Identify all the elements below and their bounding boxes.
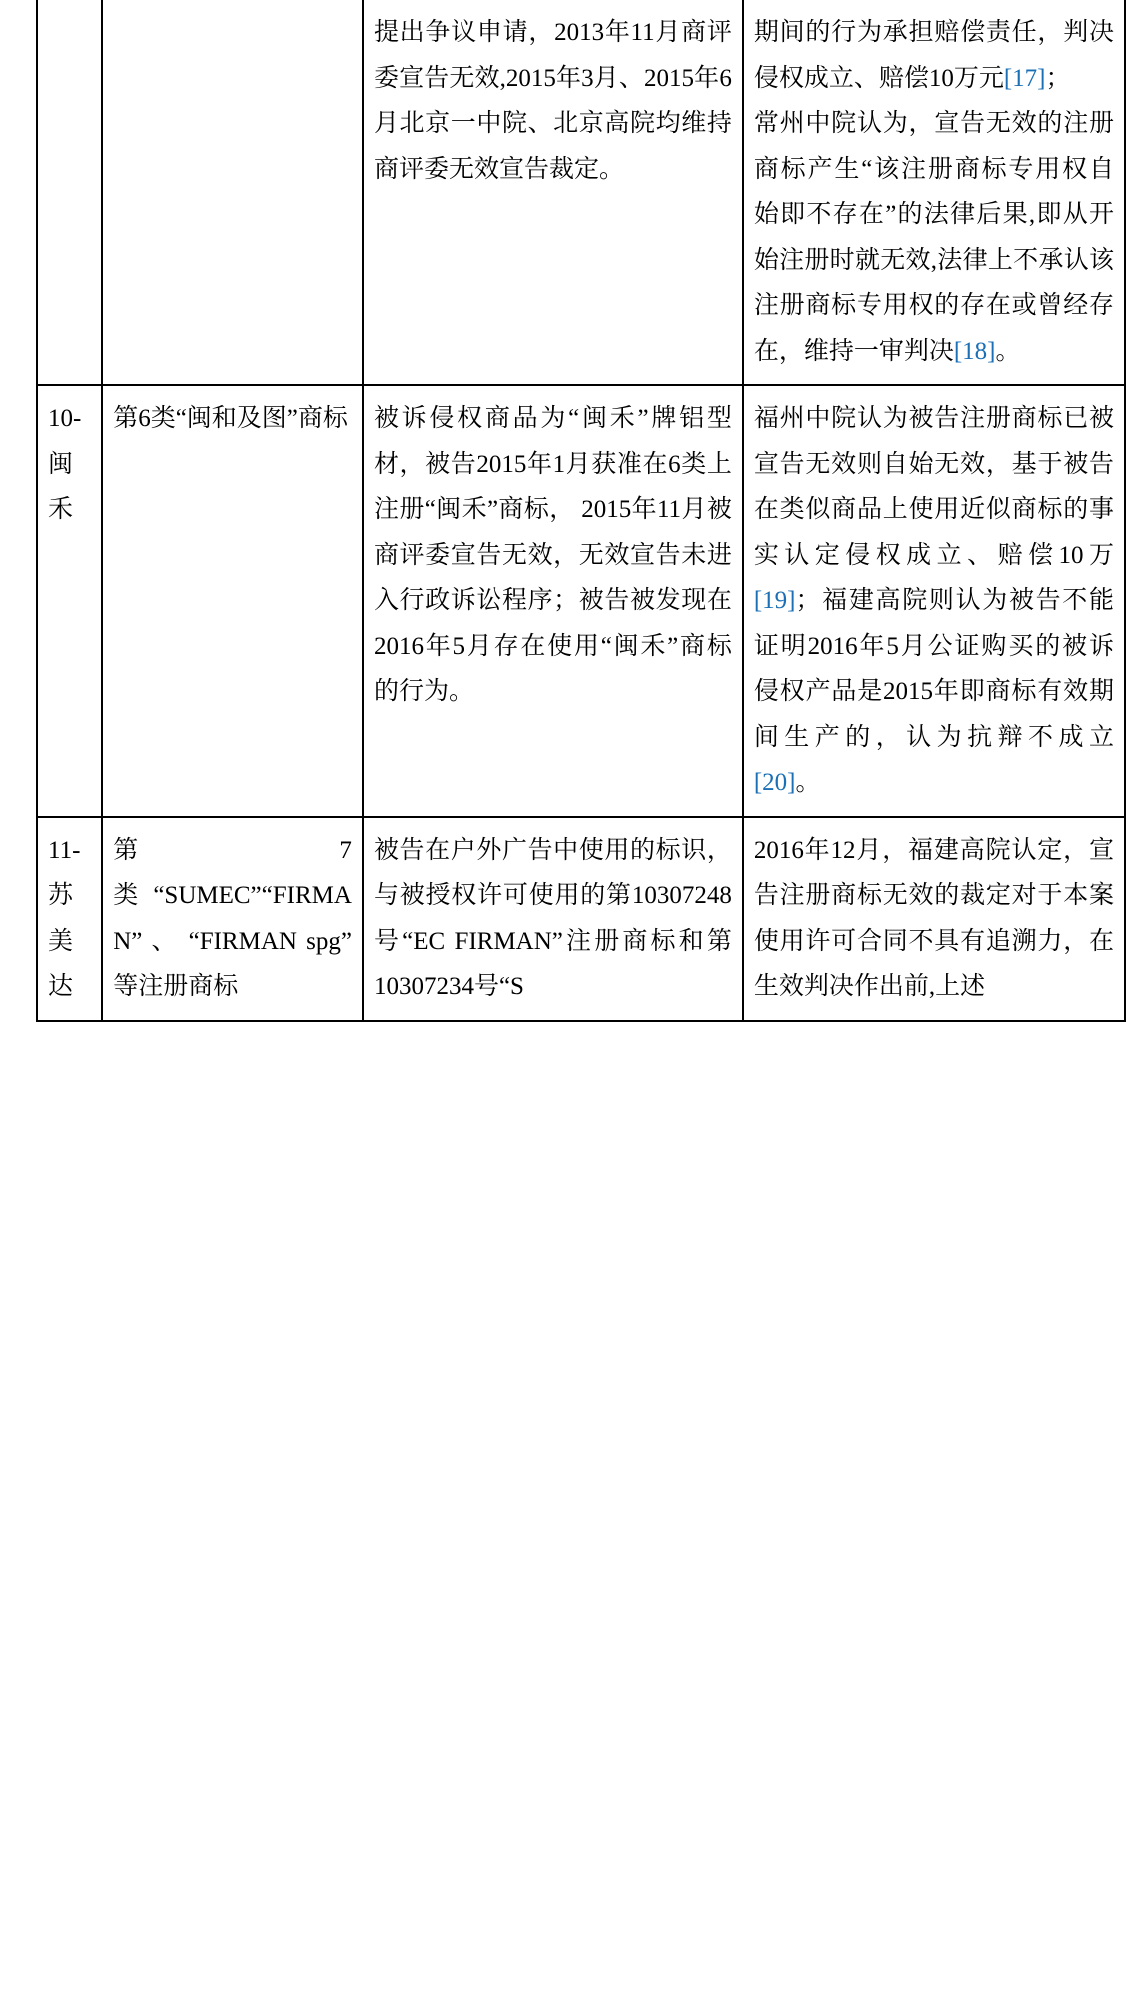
footnote-ref[interactable]: [17]: [1003, 64, 1046, 92]
footnote-ref[interactable]: [18]: [953, 337, 996, 365]
table-row: [37, 817, 1125, 1021]
table-row: [37, 0, 1125, 385]
cell-holding: [743, 385, 1125, 817]
cell-trademark: 第7类“SUMEC”“FIRMAN” 、 “FIRMAN spg” 等注册商标: [102, 817, 363, 1021]
holding-paragraph: 福州中院认为被告注册商标已被宣告无效则自始无效，基于被告在类似商品上使用近似商标的事实认定侵权成立、赔偿10万[19]；福建高院则认为被告不能证明2016年5月公证购买的被诉侵权产品是2015年即商标有效期间生产的，认为抗辩不成立[20]。: [753, 405, 1114, 796]
cell-holding: [743, 0, 1125, 385]
footnote-ref[interactable]: [19]: [753, 587, 796, 614]
cell-case-id: 10-闽禾: [37, 385, 102, 817]
cell-facts: [363, 385, 743, 817]
facts-text: 被告在户外广告中使用的标识，与被授权许可使用的第10307248号“EC FIRMAN”注册商标和第10307234号“S: [373, 836, 732, 1000]
holding-paragraph: 期间的行为承担赔偿责任，判决侵权成立、赔偿10万元[17]；: [753, 19, 1114, 92]
cell-case-id: 11-苏美达: [37, 817, 102, 1021]
cell-facts: [363, 817, 743, 1021]
facts-text: 被诉侵权商品为“闽禾”牌铝型材，被告2015年1月获准在6类上注册“闽禾”商标， 2015年11月被商评委宣告无效，无效宣告未进入行政诉讼程序；被告被发现在2016年5月存在使用“闽禾”商标的行为。: [373, 405, 732, 705]
cell-trademark: [102, 0, 363, 385]
cell-holding: [743, 817, 1125, 1021]
footnote-ref[interactable]: [20]: [753, 769, 796, 796]
holding-paragraph: 2016年12月，福建高院认定，宣告注册商标无效的裁定对于本案使用许可合同不具有追溯力，在生效判决作出前,上述: [753, 836, 1114, 1000]
cell-trademark: 第6类“闽和及图”商标: [102, 385, 363, 817]
holding-paragraph: 常州中院认为，宣告无效的注册商标产生“该注册商标专用权自始即不存在”的法律后果,即从开始注册时就无效,法律上不承认该注册商标专用权的存在或曾经存在，维持一审判决[18]。: [753, 110, 1114, 365]
table-row: [37, 385, 1125, 817]
case-table: [36, 0, 1126, 1022]
facts-text: 提出争议申请，2013年11月商评委宣告无效,2015年3月、2015年6月北京一中院、北京高院均维持商评委无效宣告裁定。: [373, 19, 732, 183]
cell-case-id: [37, 0, 102, 385]
cell-facts: [363, 0, 743, 385]
